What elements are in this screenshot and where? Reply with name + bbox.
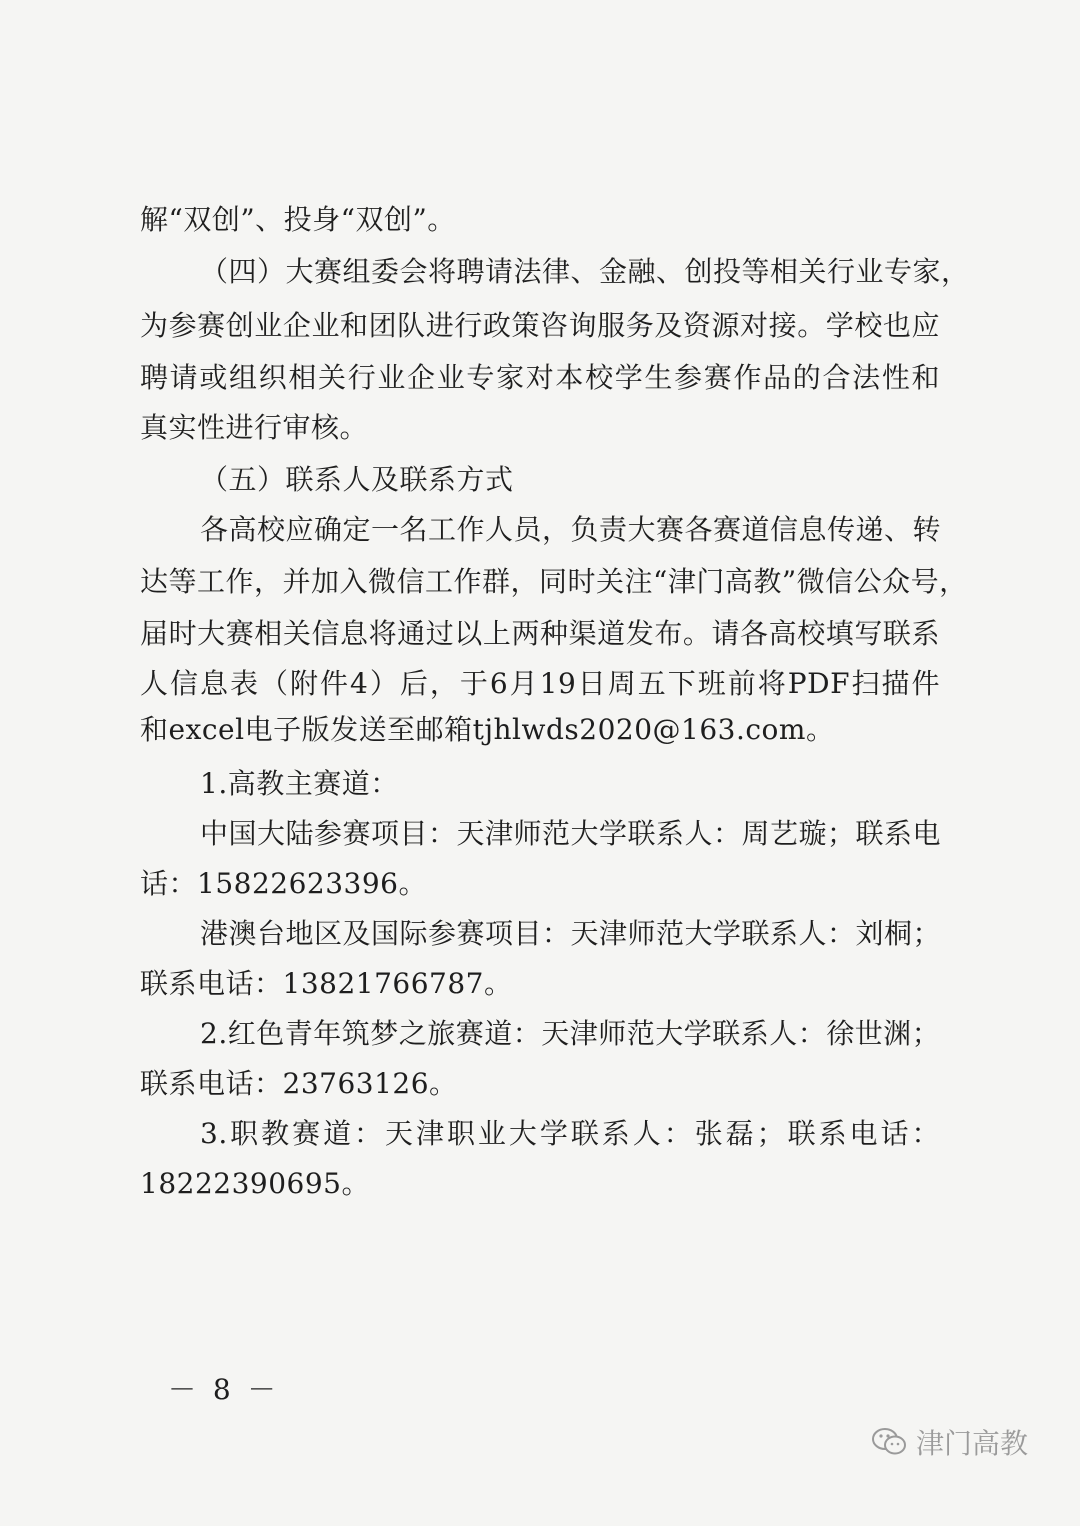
watermark — [870, 1420, 1060, 1464]
text-line-15: 港澳台地区及国际参赛项目：天津师范大学联系人：刘桐； — [200, 917, 942, 950]
text-line-9: 届时大赛相关信息将通过以上两种渠道发布。请各高校填写联系 — [140, 617, 940, 650]
text-line-13: 中国大陆参赛项目：天津师范大学联系人：周艺璇；联系电 — [200, 817, 942, 850]
text-line-2: （四）大赛组委会将聘请法律、金融、创投等相关行业专家， — [200, 255, 970, 288]
text-line-16: 联系电话：13821766787。 — [140, 967, 513, 1000]
text-line-10: 人信息表（附件4）后，于6月19日周五下班前将PDF扫描件 — [140, 667, 940, 700]
text-line-19: 3.职教赛道：天津职业大学联系人：张磊；联系电话： — [200, 1117, 940, 1150]
text-line-4: 聘请或组织相关行业企业专家对本校学生参赛作品的合法性和 — [140, 361, 940, 394]
text-line-3: 为参赛创业企业和团队进行政策咨询服务及资源对接。学校也应 — [140, 309, 940, 342]
text-line-7: 各高校应确定一名工作人员，负责大赛各赛道信息传递、转 — [200, 513, 942, 546]
text-line-1: 解“双创”、投身“双创”。 — [140, 203, 456, 236]
wechat-official-account-icon — [870, 1425, 908, 1459]
text-line-18: 联系电话：23763126。 — [140, 1067, 458, 1100]
text-line-14: 话：15822623396。 — [140, 867, 427, 900]
watermark-label: 津门高教 — [916, 1427, 1029, 1460]
text-line-5: 真实性进行审核。 — [140, 411, 369, 444]
section-heading: （五）联系人及联系方式 — [200, 463, 514, 496]
text-line-11: 和excel电子版发送至邮箱tjhlwds2020@163.com。 — [140, 713, 835, 746]
subheading-higher-education: 1.高教主赛道： — [200, 767, 399, 800]
text-line-8: 达等工作，并加入微信工作群，同时关注“津门高教”微信公众号， — [140, 565, 968, 598]
text-line-20: 18222390695。 — [140, 1167, 370, 1200]
text-line-17: 2.红色青年筑梦之旅赛道：天津师范大学联系人：徐世渊； — [200, 1017, 941, 1050]
page-number: － 8 － — [168, 1373, 280, 1406]
